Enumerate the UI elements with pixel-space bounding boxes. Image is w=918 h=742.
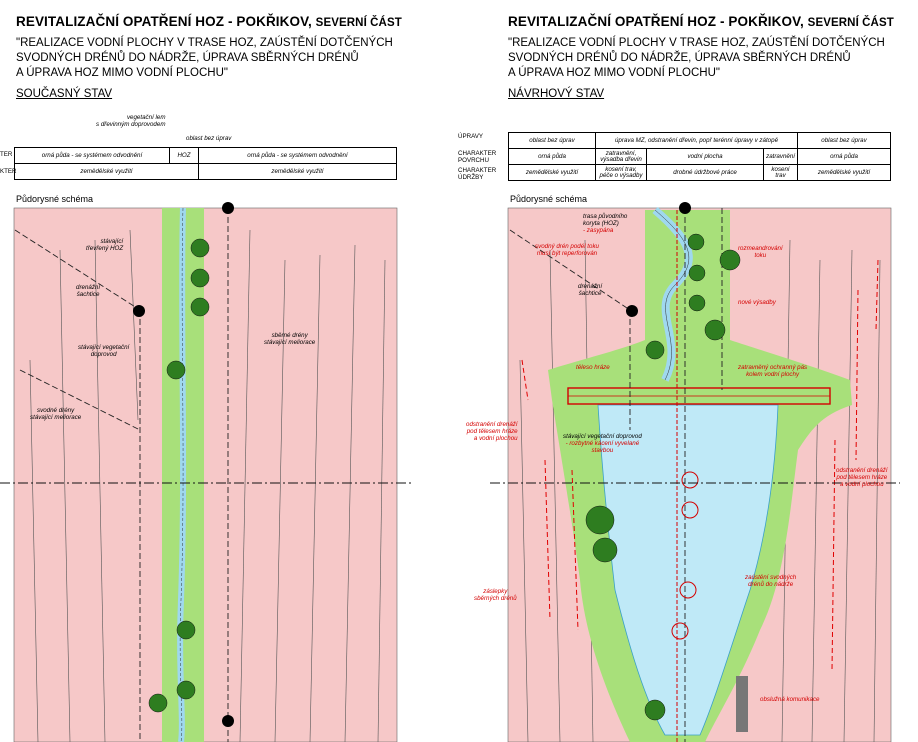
tree-icon xyxy=(705,320,725,340)
tree-icon xyxy=(689,295,705,311)
left-table-cell-field: orná půda - se systémem odvodnění xyxy=(15,148,170,164)
tree-icon xyxy=(191,239,209,257)
left-table xyxy=(14,147,397,180)
tree-icon xyxy=(167,361,185,379)
right-table-cell-r2-b: zatravnění, výsadba dřevin xyxy=(596,149,647,165)
right-table-cell-r1-b: úprava MZ, odstranění dřevin, popř terénní úpravy v zátopě xyxy=(596,133,798,149)
tree-icon xyxy=(177,621,195,639)
left-state-label: SOUČASNÝ STAV xyxy=(16,88,113,100)
right-marker-top xyxy=(679,202,691,214)
right-label-rozmean: rozmeandrování toku xyxy=(738,245,783,259)
tree-icon xyxy=(720,250,740,270)
left-subtitle xyxy=(16,36,393,81)
left-label-drain: drenážní šachtice xyxy=(76,284,101,298)
right-row-label-udrzba: CHARAKTER ÚDRŽBY xyxy=(458,167,497,181)
tree-icon xyxy=(593,538,617,562)
right-service-road xyxy=(736,676,748,732)
tree-icon xyxy=(586,506,614,534)
left-table-nochange-label: oblast bez úprav xyxy=(186,135,232,142)
tree-icon xyxy=(646,341,664,359)
right-state-label: NÁVRHOVÝ STAV xyxy=(508,88,605,100)
left-table-cell-hoz: HOZ xyxy=(170,148,199,164)
right-label-trasa: trasa původního koryta (HOZ) - zasypána xyxy=(583,213,628,234)
right-label-vysadby: nové výsadby xyxy=(738,299,776,306)
right-row-label-povrch: CHARAKTER POVRCHU xyxy=(458,150,497,164)
right-subtitle-line-1: "REALIZACE VODNÍ PLOCHY V TRASE HOZ, ZAÚSTĚNÍ DOTČENÝCH xyxy=(508,37,885,49)
right-table xyxy=(508,132,891,181)
right-table-cell-r2-d: zatravnění xyxy=(764,149,798,165)
left-table-cell-use-2: zemědělské využití xyxy=(199,164,397,180)
right-title: REVITALIZAČNÍ OPATŘENÍ HOZ - POKŘIKOV, SEVERNÍ ČÁST xyxy=(508,14,894,29)
right-label-zausteni: zaústění svodných drénů do nádrže xyxy=(745,574,797,588)
right-table-cell-r3-c: drobné údržbové práce xyxy=(647,165,764,181)
right-label-hraz: těleso hráze xyxy=(576,364,610,371)
right-label-drain: drenážní šachtice xyxy=(578,283,603,297)
right-table-cell-r3-e: zemědělské využití xyxy=(798,165,891,181)
left-field xyxy=(14,208,397,742)
right-label-odstr-left: odstranění drenáží pod tělesem hráze a vodní plochou xyxy=(466,421,518,442)
left-stream xyxy=(180,208,183,742)
right-label-stav-veg: stávající vegetační doprovod - rozbytné kácení vyvelané stavbou xyxy=(563,433,642,454)
tree-icon xyxy=(191,298,209,316)
right-label-svodny: svodný drén podél toku musí být reperforován xyxy=(535,243,599,257)
left-table-cell-use: zemědělské využití xyxy=(15,164,199,180)
right-table-cell-r2-e: orná půda xyxy=(798,149,891,165)
tree-icon xyxy=(191,269,209,287)
right-row-label-upravy: ÚPRAVY xyxy=(458,133,483,140)
right-subtitle-line-3: A ÚPRAVA HOZ MIMO VODNÍ PLOCHU" xyxy=(508,67,720,79)
left-plan xyxy=(0,200,460,742)
right-label-odstr-right: odstranění drenáží pod tělesem hráze a vodní plochou xyxy=(836,467,888,488)
tree-icon xyxy=(645,700,665,720)
left-schema-label: Půdorysné schéma xyxy=(16,194,94,204)
left-subtitle-line-3: A ÚPRAVA HOZ MIMO VODNÍ PLOCHU" xyxy=(16,67,228,79)
tree-icon xyxy=(689,265,705,281)
right-subtitle-line-2: SVODNÝCH DRÉNŮ DO NÁDRŽE, ÚPRAVA SBĚRNÝCH DRÉNŮ xyxy=(508,52,851,64)
left-title: REVITALIZAČNÍ OPATŘENÍ HOZ - POKŘIKOV, SEVERNÍ ČÁST xyxy=(16,14,402,29)
right-schema-label: Půdorysné schéma xyxy=(510,194,588,204)
right-label-komunikace: obslužná komunikace xyxy=(760,696,820,703)
right-drain-shaft xyxy=(626,305,638,317)
left-subtitle-line-1: "REALIZACE VODNÍ PLOCHY V TRASE HOZ, ZAÚSTĚNÍ DOTČENÝCH xyxy=(16,37,393,49)
tree-icon xyxy=(177,681,195,699)
left-label-veg: stávající vegetační doprovod xyxy=(78,344,130,358)
left-table-row-label-1: TER xyxy=(0,151,13,158)
left-label-hoz: stávající třevřený HOZ xyxy=(86,238,124,252)
right-label-pas: zatravněný ochranný pás kolem vodní plochy xyxy=(738,364,808,378)
left-label-svod: svodné drény stávající meliorace xyxy=(30,407,82,421)
left-marker-bottom xyxy=(222,715,234,727)
left-table-row-label-2: KTER xyxy=(0,168,17,175)
left-table-cell-field-2: orná půda - se systémem odvodnění xyxy=(199,148,397,164)
left-table-veg-label: vegetační lem s dřevinným doprovodem xyxy=(96,114,166,128)
tree-icon xyxy=(688,234,704,250)
right-table-cell-r3-d: kosení trav xyxy=(764,165,798,181)
right-label-zaslepky: záslepky sběrných drénů xyxy=(474,588,517,602)
right-subtitle xyxy=(508,36,885,81)
left-subtitle-line-2: SVODNÝCH DRÉNŮ DO NÁDRŽE, ÚPRAVA SBĚRNÝCH DRÉNŮ xyxy=(16,52,359,64)
right-table-cell-r2-c: vodní plocha xyxy=(647,149,764,165)
right-table-cell-r3-a: zemědělské využití xyxy=(509,165,596,181)
left-label-collect: sběrné drény stávající meliorace xyxy=(264,332,316,346)
right-table-cell-r1-a: oblast bez úprav xyxy=(509,133,596,149)
left-marker-top xyxy=(222,202,234,214)
right-table-cell-r1-c: oblast bez úprav xyxy=(798,133,891,149)
tree-icon xyxy=(149,694,167,712)
right-table-cell-r3-b: kosení trav, péče o výsadby xyxy=(596,165,647,181)
left-drain-shaft xyxy=(133,305,145,317)
right-table-cell-r2-a: orná půda xyxy=(509,149,596,165)
